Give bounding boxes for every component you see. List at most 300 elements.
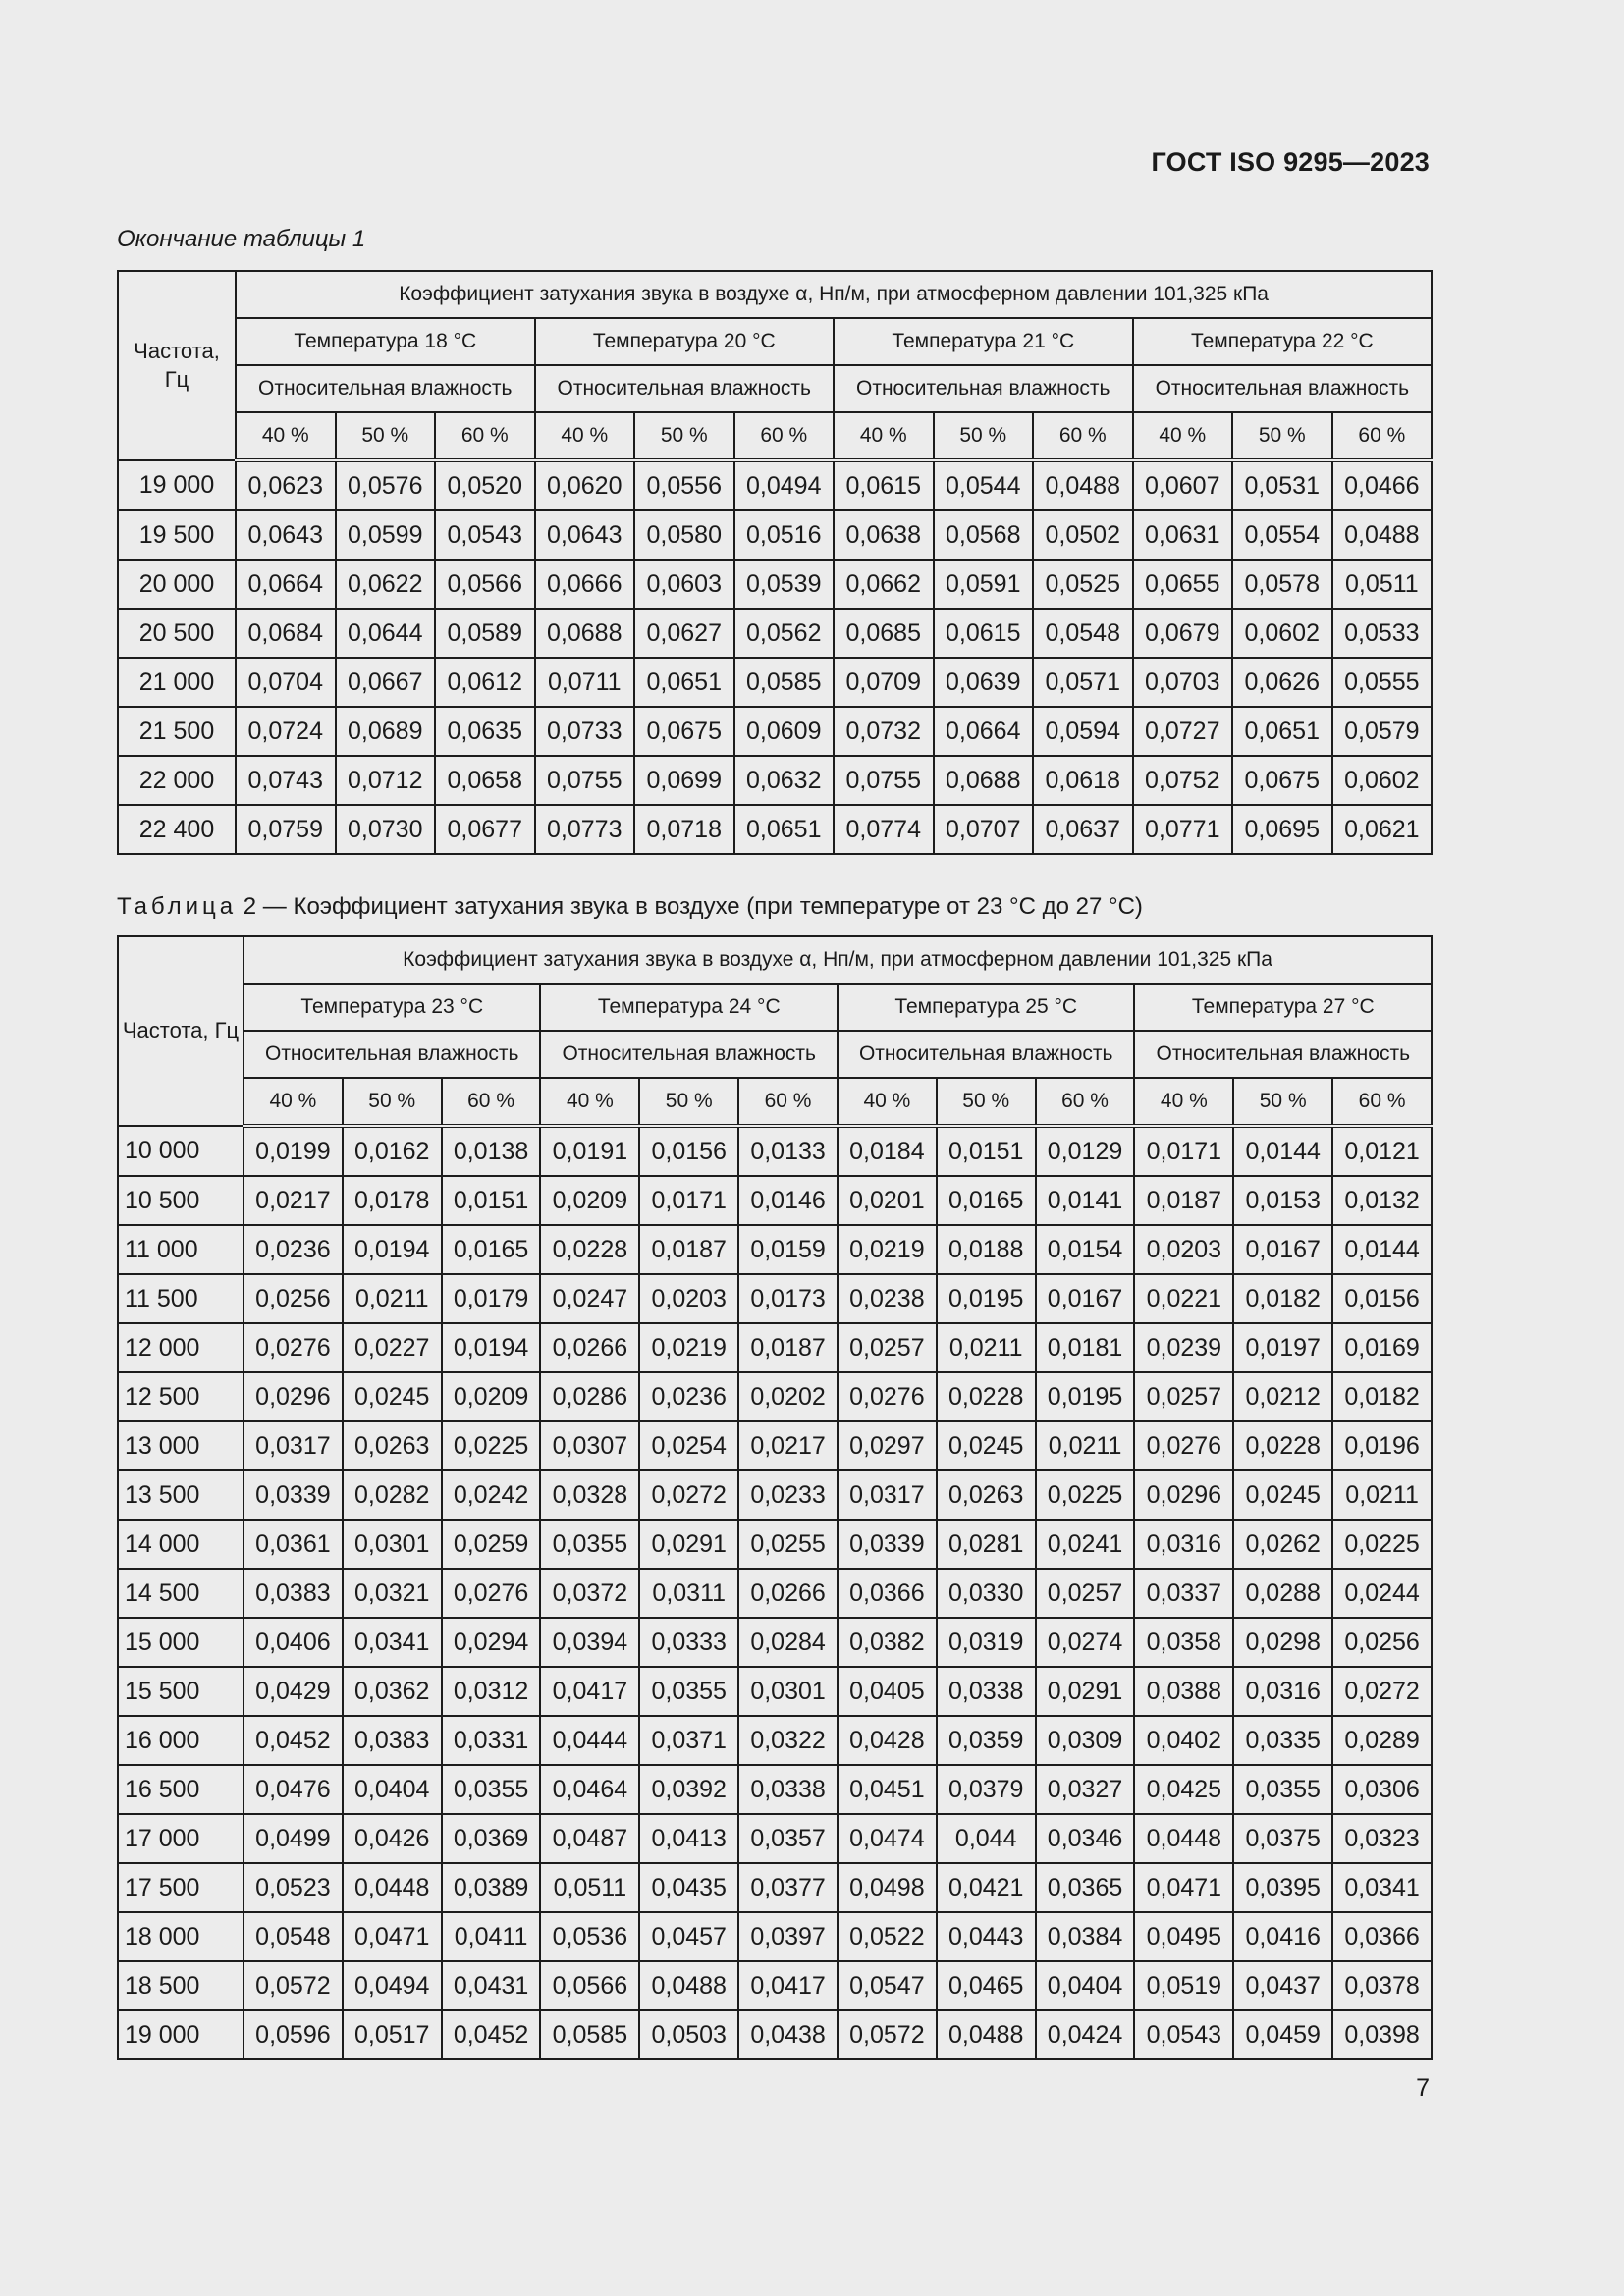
value-cell: 0,0732	[834, 707, 934, 756]
value-cell: 0,0476	[244, 1765, 343, 1814]
table-row	[118, 1667, 1432, 1716]
value-cell: 0,0457	[639, 1912, 738, 1961]
value-cell: 0,0602	[1232, 609, 1332, 658]
value-cell: 0,0724	[236, 707, 336, 756]
humidity-level: 60 %	[435, 412, 535, 460]
table2-caption-text: 2 — Коэффициент затухания звука в воздухе (при температуре от 23 °С до 27 °С)	[237, 893, 1143, 920]
value-cell: 0,0503	[639, 2010, 738, 2059]
value-cell: 0,0413	[639, 1814, 738, 1863]
value-cell: 0,0405	[838, 1667, 937, 1716]
value-cell: 0,0365	[1036, 1863, 1135, 1912]
value-cell: 0,0184	[838, 1126, 937, 1176]
value-cell: 0,0182	[1332, 1372, 1432, 1421]
value-cell: 0,0309	[1036, 1716, 1135, 1765]
value-cell: 0,0153	[1233, 1176, 1332, 1225]
value-cell: 0,0355	[540, 1520, 639, 1569]
value-cell: 0,0543	[435, 510, 535, 560]
frequency-cell: 18 500	[118, 1961, 244, 2010]
value-cell: 0,0502	[1033, 510, 1133, 560]
value-cell: 0,0632	[734, 756, 835, 805]
temperature-header: Температура 24 °С	[540, 984, 837, 1031]
value-cell: 0,0377	[738, 1863, 838, 1912]
value-cell: 0,0187	[1134, 1176, 1233, 1225]
value-cell: 0,0707	[934, 805, 1034, 854]
frequency-header: Частота, Гц	[118, 271, 236, 460]
value-cell: 0,0257	[1134, 1372, 1233, 1421]
value-cell: 0,0703	[1133, 658, 1233, 707]
table-row	[118, 1225, 1432, 1274]
value-cell: 0,0209	[540, 1176, 639, 1225]
value-cell: 0,0543	[1134, 2010, 1233, 2059]
value-cell: 0,0621	[1332, 805, 1433, 854]
value-cell: 0,0191	[540, 1126, 639, 1176]
humidity-level: 60 %	[734, 412, 835, 460]
value-cell: 0,0431	[442, 1961, 541, 2010]
value-cell: 0,0428	[838, 1716, 937, 1765]
value-cell: 0,0203	[639, 1274, 738, 1323]
value-cell: 0,0289	[1332, 1716, 1432, 1765]
value-cell: 0,0429	[244, 1667, 343, 1716]
value-cell: 0,0511	[540, 1863, 639, 1912]
humidity-level: 60 %	[442, 1078, 541, 1126]
value-cell: 0,0228	[1233, 1421, 1332, 1470]
value-cell: 0,0245	[1233, 1470, 1332, 1520]
value-cell: 0,0341	[1332, 1863, 1432, 1912]
value-cell: 0,0689	[336, 707, 436, 756]
header-row	[118, 318, 1432, 365]
table-row	[118, 1765, 1432, 1814]
value-cell: 0,0733	[535, 707, 635, 756]
humidity-level: 50 %	[343, 1078, 442, 1126]
value-cell: 0,0335	[1233, 1716, 1332, 1765]
value-cell: 0,0388	[1134, 1667, 1233, 1716]
value-cell: 0,0236	[639, 1372, 738, 1421]
value-cell: 0,0298	[1233, 1618, 1332, 1667]
value-cell: 0,0259	[442, 1520, 541, 1569]
frequency-cell: 16 500	[118, 1765, 244, 1814]
value-cell: 0,0301	[738, 1667, 838, 1716]
value-cell: 0,0568	[934, 510, 1034, 560]
table-row	[118, 609, 1432, 658]
value-cell: 0,0664	[236, 560, 336, 609]
value-cell: 0,0675	[1232, 756, 1332, 805]
table2-caption-label: Таблица	[117, 893, 238, 920]
value-cell: 0,0579	[1332, 707, 1433, 756]
value-cell: 0,0759	[236, 805, 336, 854]
value-cell: 0,0263	[937, 1470, 1036, 1520]
value-cell: 0,0339	[838, 1520, 937, 1569]
value-cell: 0,0585	[540, 2010, 639, 2059]
value-cell: 0,0488	[937, 2010, 1036, 2059]
attenuation-table-2	[117, 935, 1433, 2060]
value-cell: 0,0288	[1233, 1569, 1332, 1618]
table-row	[118, 510, 1432, 560]
value-cell: 0,0392	[639, 1765, 738, 1814]
value-cell: 0,0346	[1036, 1814, 1135, 1863]
table-row	[118, 1961, 1432, 2010]
value-cell: 0,0199	[244, 1126, 343, 1176]
value-cell: 0,0133	[738, 1126, 838, 1176]
value-cell: 0,0743	[236, 756, 336, 805]
humidity-header: Относительная влажность	[834, 365, 1133, 412]
value-cell: 0,0383	[343, 1716, 442, 1765]
value-cell: 0,0591	[934, 560, 1034, 609]
document-code: ГОСТ ISO 9295—2023	[1151, 147, 1430, 177]
temperature-header: Температура 21 °С	[834, 318, 1133, 365]
value-cell: 0,0662	[834, 560, 934, 609]
value-cell: 0,0416	[1233, 1912, 1332, 1961]
value-cell: 0,0520	[435, 460, 535, 510]
header-row	[118, 412, 1432, 460]
frequency-cell: 12 500	[118, 1372, 244, 1421]
table1-body	[118, 460, 1432, 854]
value-cell: 0,0276	[244, 1323, 343, 1372]
value-cell: 0,0338	[738, 1765, 838, 1814]
value-cell: 0,0464	[540, 1765, 639, 1814]
value-cell: 0,0651	[1232, 707, 1332, 756]
value-cell: 0,0562	[734, 609, 835, 658]
value-cell: 0,0438	[738, 2010, 838, 2059]
value-cell: 0,0178	[343, 1176, 442, 1225]
humidity-level: 50 %	[934, 412, 1034, 460]
value-cell: 0,0212	[1233, 1372, 1332, 1421]
value-cell: 0,0425	[1134, 1765, 1233, 1814]
value-cell: 0,0132	[1332, 1176, 1432, 1225]
value-cell: 0,0488	[1033, 460, 1133, 510]
value-cell: 0,0488	[1332, 510, 1433, 560]
humidity-level: 60 %	[1332, 412, 1433, 460]
value-cell: 0,0688	[535, 609, 635, 658]
value-cell: 0,0284	[738, 1618, 838, 1667]
value-cell: 0,0141	[1036, 1176, 1135, 1225]
table-row	[118, 1126, 1432, 1176]
value-cell: 0,0321	[343, 1569, 442, 1618]
value-cell: 0,0217	[244, 1176, 343, 1225]
value-cell: 0,0607	[1133, 460, 1233, 510]
value-cell: 0,0171	[1134, 1126, 1233, 1176]
humidity-level: 50 %	[1233, 1078, 1332, 1126]
table-row	[118, 1421, 1432, 1470]
value-cell: 0,0362	[343, 1667, 442, 1716]
value-cell: 0,0651	[734, 805, 835, 854]
frequency-cell: 13 000	[118, 1421, 244, 1470]
value-cell: 0,0129	[1036, 1126, 1135, 1176]
value-cell: 0,0437	[1233, 1961, 1332, 2010]
frequency-cell: 11 500	[118, 1274, 244, 1323]
table-row	[118, 1814, 1432, 1863]
value-cell: 0,0171	[639, 1176, 738, 1225]
value-cell: 0,0211	[343, 1274, 442, 1323]
value-cell: 0,0312	[442, 1667, 541, 1716]
value-cell: 0,0169	[1332, 1323, 1432, 1372]
value-cell: 0,0211	[1332, 1470, 1432, 1520]
value-cell: 0,0378	[1332, 1961, 1432, 2010]
value-cell: 0,0201	[838, 1176, 937, 1225]
frequency-cell: 17 500	[118, 1863, 244, 1912]
value-cell: 0,0452	[244, 1716, 343, 1765]
value-cell: 0,0138	[442, 1126, 541, 1176]
header-row	[118, 365, 1432, 412]
value-cell: 0,0217	[738, 1421, 838, 1470]
value-cell: 0,0359	[937, 1716, 1036, 1765]
frequency-cell: 22 400	[118, 805, 236, 854]
value-cell: 0,0727	[1133, 707, 1233, 756]
frequency-cell: 21 500	[118, 707, 236, 756]
value-cell: 0,0773	[535, 805, 635, 854]
value-cell: 0,0225	[442, 1421, 541, 1470]
value-cell: 0,0730	[336, 805, 436, 854]
value-cell: 0,0635	[435, 707, 535, 756]
value-cell: 0,0643	[236, 510, 336, 560]
value-cell: 0,0655	[1133, 560, 1233, 609]
frequency-cell: 15 500	[118, 1667, 244, 1716]
value-cell: 0,0211	[937, 1323, 1036, 1372]
humidity-header: Относительная влажность	[838, 1031, 1134, 1078]
value-cell: 0,0272	[639, 1470, 738, 1520]
value-cell: 0,0596	[244, 2010, 343, 2059]
frequency-cell: 15 000	[118, 1618, 244, 1667]
value-cell: 0,0499	[244, 1814, 343, 1863]
humidity-level: 60 %	[1033, 412, 1133, 460]
value-cell: 0,0406	[244, 1618, 343, 1667]
value-cell: 0,0301	[343, 1520, 442, 1569]
humidity-header: Относительная влажность	[540, 1031, 837, 1078]
value-cell: 0,0411	[442, 1912, 541, 1961]
value-cell: 0,0417	[540, 1667, 639, 1716]
value-cell: 0,0151	[442, 1176, 541, 1225]
value-cell: 0,0203	[1134, 1225, 1233, 1274]
value-cell: 0,0474	[838, 1814, 937, 1863]
value-cell: 0,0495	[1134, 1912, 1233, 1961]
value-cell: 0,0615	[934, 609, 1034, 658]
value-cell: 0,0242	[442, 1470, 541, 1520]
value-cell: 0,0194	[343, 1225, 442, 1274]
value-cell: 0,0389	[442, 1863, 541, 1912]
value-cell: 0,0369	[442, 1814, 541, 1863]
temperature-header: Температура 20 °С	[535, 318, 835, 365]
value-cell: 0,0154	[1036, 1225, 1135, 1274]
frequency-cell: 13 500	[118, 1470, 244, 1520]
value-cell: 0,0459	[1233, 2010, 1332, 2059]
value-cell: 0,0548	[244, 1912, 343, 1961]
table-row	[118, 1323, 1432, 1372]
table-row	[118, 658, 1432, 707]
attenuation-table-1	[117, 270, 1433, 855]
value-cell: 0,0187	[738, 1323, 838, 1372]
value-cell: 0,0286	[540, 1372, 639, 1421]
value-cell: 0,0435	[639, 1863, 738, 1912]
table-row	[118, 1618, 1432, 1667]
temperature-header: Температура 27 °С	[1134, 984, 1432, 1031]
table-row	[118, 1372, 1432, 1421]
table2-caption	[117, 893, 1143, 921]
value-cell: 0,0307	[540, 1421, 639, 1470]
value-cell: 0,0366	[1332, 1912, 1432, 1961]
temperature-header: Температура 25 °С	[838, 984, 1134, 1031]
value-cell: 0,0451	[838, 1765, 937, 1814]
value-cell: 0,0578	[1232, 560, 1332, 609]
value-cell: 0,0572	[244, 1961, 343, 2010]
value-cell: 0,0165	[937, 1176, 1036, 1225]
value-cell: 0,0774	[834, 805, 934, 854]
value-cell: 0,0752	[1133, 756, 1233, 805]
value-cell: 0,0296	[1134, 1470, 1233, 1520]
value-cell: 0,0622	[336, 560, 436, 609]
value-cell: 0,0383	[244, 1569, 343, 1618]
value-cell: 0,0487	[540, 1814, 639, 1863]
table-row	[118, 2010, 1432, 2059]
humidity-level: 40 %	[834, 412, 934, 460]
table-row	[118, 1716, 1432, 1765]
value-cell: 0,0225	[1036, 1470, 1135, 1520]
value-cell: 0,0317	[244, 1421, 343, 1470]
value-cell: 0,0637	[1033, 805, 1133, 854]
frequency-cell: 19 500	[118, 510, 236, 560]
value-cell: 0,0227	[343, 1323, 442, 1372]
value-cell: 0,0421	[937, 1863, 1036, 1912]
value-cell: 0,0556	[634, 460, 734, 510]
value-cell: 0,0333	[639, 1618, 738, 1667]
value-cell: 0,0448	[1134, 1814, 1233, 1863]
value-cell: 0,0319	[937, 1618, 1036, 1667]
value-cell: 0,0316	[1233, 1667, 1332, 1716]
humidity-level: 50 %	[634, 412, 734, 460]
value-cell: 0,0219	[838, 1225, 937, 1274]
temperature-header: Температура 23 °С	[244, 984, 540, 1031]
value-cell: 0,0221	[1134, 1274, 1233, 1323]
value-cell: 0,0274	[1036, 1618, 1135, 1667]
value-cell: 0,0327	[1036, 1765, 1135, 1814]
value-cell: 0,0525	[1033, 560, 1133, 609]
value-cell: 0,0239	[1134, 1323, 1233, 1372]
value-cell: 0,0317	[838, 1470, 937, 1520]
page-number: 7	[1416, 2074, 1430, 2102]
value-cell: 0,0675	[634, 707, 734, 756]
value-cell: 0,0709	[834, 658, 934, 707]
value-cell: 0,0398	[1332, 2010, 1432, 2059]
value-cell: 0,0197	[1233, 1323, 1332, 1372]
value-cell: 0,0599	[336, 510, 436, 560]
value-cell: 0,0684	[236, 609, 336, 658]
value-cell: 0,0297	[838, 1421, 937, 1470]
value-cell: 0,0256	[1332, 1618, 1432, 1667]
value-cell: 0,0602	[1332, 756, 1433, 805]
value-cell: 0,0236	[244, 1225, 343, 1274]
value-cell: 0,0187	[639, 1225, 738, 1274]
table-row	[118, 1274, 1432, 1323]
humidity-level: 60 %	[1036, 1078, 1135, 1126]
value-cell: 0,0228	[540, 1225, 639, 1274]
value-cell: 0,0404	[343, 1765, 442, 1814]
value-cell: 0,0566	[435, 560, 535, 609]
value-cell: 0,0511	[1332, 560, 1433, 609]
value-cell: 0,0755	[834, 756, 934, 805]
value-cell: 0,0664	[934, 707, 1034, 756]
table1-caption: Окончание таблицы 1	[117, 226, 366, 252]
value-cell: 0,0316	[1134, 1520, 1233, 1569]
value-cell: 0,0444	[540, 1716, 639, 1765]
value-cell: 0,0179	[442, 1274, 541, 1323]
value-cell: 0,0643	[535, 510, 635, 560]
value-cell: 0,0685	[834, 609, 934, 658]
value-cell: 0,0371	[639, 1716, 738, 1765]
value-cell: 0,0328	[540, 1470, 639, 1520]
value-cell: 0,0296	[244, 1372, 343, 1421]
value-cell: 0,0337	[1134, 1569, 1233, 1618]
value-cell: 0,0638	[834, 510, 934, 560]
value-cell: 0,0711	[535, 658, 635, 707]
value-cell: 0,0533	[1332, 609, 1433, 658]
value-cell: 0,0209	[442, 1372, 541, 1421]
value-cell: 0,0639	[934, 658, 1034, 707]
value-cell: 0,0355	[442, 1765, 541, 1814]
value-cell: 0,0331	[442, 1716, 541, 1765]
value-cell: 0,0609	[734, 707, 835, 756]
humidity-level: 60 %	[738, 1078, 838, 1126]
header-row	[118, 1078, 1432, 1126]
value-cell: 0,0188	[937, 1225, 1036, 1274]
value-cell: 0,0519	[1134, 1961, 1233, 2010]
value-cell: 0,0498	[838, 1863, 937, 1912]
value-cell: 0,0379	[937, 1765, 1036, 1814]
value-cell: 0,0162	[343, 1126, 442, 1176]
value-cell: 0,0339	[244, 1470, 343, 1520]
value-cell: 0,0330	[937, 1569, 1036, 1618]
value-cell: 0,0372	[540, 1569, 639, 1618]
humidity-header: Относительная влажность	[1134, 1031, 1432, 1078]
value-cell: 0,0523	[244, 1863, 343, 1912]
value-cell: 0,0522	[838, 1912, 937, 1961]
value-cell: 0,0291	[639, 1520, 738, 1569]
value-cell: 0,0156	[639, 1126, 738, 1176]
value-cell: 0,0594	[1033, 707, 1133, 756]
table-row	[118, 1569, 1432, 1618]
value-cell: 0,0585	[734, 658, 835, 707]
humidity-level: 50 %	[1232, 412, 1332, 460]
frequency-cell: 11 000	[118, 1225, 244, 1274]
humidity-header: Относительная влажность	[1133, 365, 1433, 412]
table-row	[118, 707, 1432, 756]
table2-header	[118, 936, 1432, 1126]
humidity-level: 50 %	[336, 412, 436, 460]
value-cell: 0,0488	[639, 1961, 738, 2010]
table-row	[118, 560, 1432, 609]
value-cell: 0,0225	[1332, 1520, 1432, 1569]
value-cell: 0,0615	[834, 460, 934, 510]
value-cell: 0,0517	[343, 2010, 442, 2059]
value-cell: 0,0618	[1033, 756, 1133, 805]
value-cell: 0,0338	[937, 1667, 1036, 1716]
table-row	[118, 1470, 1432, 1520]
table-row	[118, 1176, 1432, 1225]
coefficient-header: Коэффициент затухания звука в воздухе α, Нп/м, при атмосферном давлении 101,325 кПа	[236, 271, 1432, 318]
value-cell: 0,0181	[1036, 1323, 1135, 1372]
frequency-cell: 14 500	[118, 1569, 244, 1618]
value-cell: 0,0471	[343, 1912, 442, 1961]
value-cell: 0,0263	[343, 1421, 442, 1470]
value-cell: 0,0566	[540, 1961, 639, 2010]
value-cell: 0,0233	[738, 1470, 838, 1520]
humidity-level: 40 %	[535, 412, 635, 460]
value-cell: 0,0603	[634, 560, 734, 609]
value-cell: 0,0276	[1134, 1421, 1233, 1470]
value-cell: 0,0531	[1232, 460, 1332, 510]
frequency-header: Частота, Гц	[118, 936, 244, 1126]
frequency-cell: 10 500	[118, 1176, 244, 1225]
humidity-level: 40 %	[244, 1078, 343, 1126]
frequency-cell: 16 000	[118, 1716, 244, 1765]
value-cell: 0,0257	[1036, 1569, 1135, 1618]
